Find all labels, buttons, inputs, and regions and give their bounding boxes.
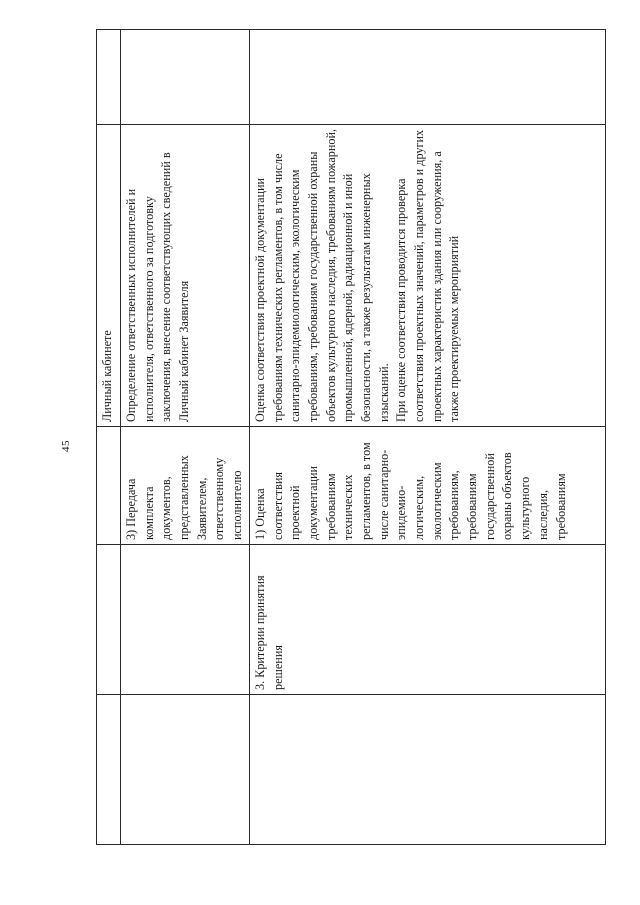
cell-criteria-label: 3. Критерии принятия решения [249,545,605,695]
page-number: 45 [60,440,72,452]
regulation-table [96,29,606,845]
rotated-table-container [96,30,606,845]
table-row-cabinet [97,30,121,845]
table-row-transfer [121,30,250,845]
cell-empty-9 [249,30,605,125]
cell-cabinet-subtitle: Личный кабинете [97,125,121,427]
table-row-criteria [249,30,605,845]
cell-empty-6 [121,545,250,695]
cell-criteria-description [249,125,605,427]
criteria-description-paragraph-2: При оценке соответствия проводится проверка соответствия проектных значений, параметров и других проектных характеристик здания или сооружения, а также проектируемых мероприятий [394,129,462,422]
cell-empty-5 [121,695,250,845]
cell-transfer-description: Определение ответственных исполнителей и исполнителя, ответственного за подготовку заключения, внесение соответствующих сведений в Личный кабинет Заявителя [121,125,250,427]
cell-empty-3 [97,427,121,545]
cell-empty-8 [249,695,605,845]
criteria-description-paragraph-1: Оценка соответствия проектной документации требованиям технических регламентов, в том числе санитарно-эпидемиологическим, экологическим требованиям, требованиям государственной охраны объектов культурного наследия, требованиям пожарной, промышленной, ядерной, радиационной и иной безопасности, а также результатам инженерных изысканий. [252,128,391,422]
cell-criteria-step: 1) Оценка соответствия проектной документации требованиям технических регламентов, в том числе санитарно-эпидемио-логическим, экологическим требованиям, требованиям государственной охраны объектов культурного наследия, требованиям [249,427,605,545]
cell-empty-4 [97,30,121,125]
cell-empty-1 [97,695,121,845]
cell-empty-2 [97,545,121,695]
cell-empty-7 [121,30,250,125]
cell-transfer-step: 3) Передача комплекта документов, представленных Заявителем, ответственному исполнителю [121,427,250,545]
